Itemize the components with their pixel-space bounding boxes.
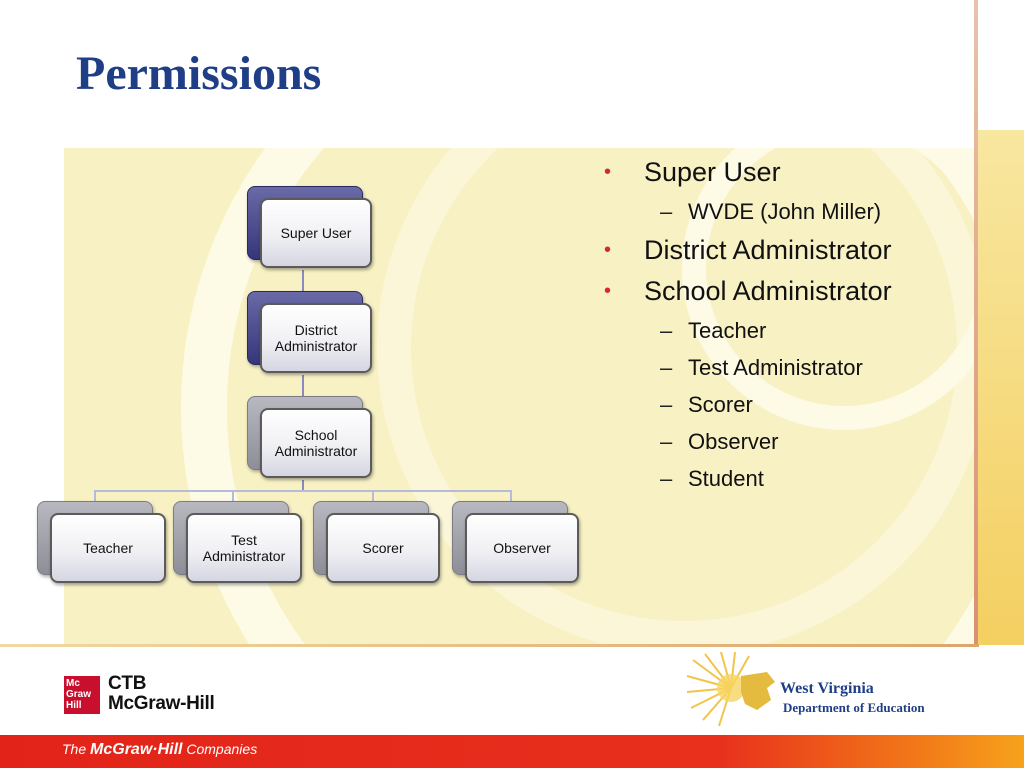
bullet-text: Super User — [644, 157, 781, 187]
org-node-label: Super User — [280, 225, 352, 241]
org-node-label: Teacher — [83, 540, 133, 556]
org-node-label: Observer — [493, 540, 551, 556]
slide-title: Permissions — [76, 47, 322, 100]
bullet-item — [604, 234, 964, 267]
org-node-observer — [465, 513, 579, 583]
tagline-text: The — [62, 741, 87, 757]
bullet-list — [604, 150, 964, 493]
wvde-logo — [683, 648, 975, 731]
org-node-label: School Administrator — [274, 427, 358, 459]
sub-bullet-item — [604, 198, 964, 226]
wordmark-line: CTB — [108, 673, 147, 694]
sub-bullet-item — [604, 317, 964, 345]
org-node-teacher — [50, 513, 166, 583]
dash-marker: – — [660, 392, 673, 417]
wv-name: West Virginia — [780, 680, 874, 697]
mcgraw-hill-tagline — [62, 741, 257, 759]
band-bottom-line — [0, 644, 979, 647]
dash-marker: – — [660, 318, 673, 343]
wordmark-line: McGraw-Hill — [108, 693, 215, 714]
bullet-text: District Administrator — [644, 235, 892, 265]
logo-text: Graw — [66, 689, 92, 700]
mcgraw-hill-logo — [64, 676, 100, 714]
sub-bullet-item — [604, 391, 964, 419]
logo-text: Mc — [66, 678, 80, 689]
sunburst-icon — [683, 648, 783, 731]
bullet-text: Observer — [688, 429, 779, 454]
bullet-marker: • — [604, 239, 612, 261]
org-node-scorer — [326, 513, 440, 583]
tagline-text: Companies — [186, 741, 258, 757]
ctb-mcgraw-hill-wordmark — [108, 674, 215, 714]
bullet-item — [604, 275, 964, 308]
bullet-text: Teacher — [688, 318, 767, 343]
bullet-text: Student — [688, 466, 764, 491]
bullet-marker: • — [604, 161, 612, 183]
org-node-district-administrator — [260, 303, 372, 373]
dash-marker: – — [660, 199, 673, 224]
org-node-label: Test Administrator — [202, 532, 286, 564]
sub-bullet-item — [604, 354, 964, 382]
sub-bullet-item — [604, 428, 964, 456]
dash-marker: – — [660, 355, 673, 380]
sub-bullet-item — [604, 465, 964, 493]
bullet-text: Scorer — [688, 392, 753, 417]
dash-marker: – — [660, 466, 673, 491]
dash-marker: – — [660, 429, 673, 454]
org-node-label: Scorer — [362, 540, 404, 556]
wv-department: Department of Education — [783, 700, 925, 715]
connector-line — [94, 490, 511, 492]
right-accent-strip — [978, 130, 1024, 645]
bullet-item — [604, 156, 964, 189]
logo-text: Hill — [66, 700, 82, 711]
right-edge-line — [974, 0, 978, 645]
bullet-text: Test Administrator — [688, 355, 863, 380]
bullet-text: WVDE (John Miller) — [688, 199, 882, 224]
tagline-brand: McGraw·Hill — [90, 741, 183, 758]
org-node-label: District Administrator — [274, 322, 358, 354]
org-node-super-user — [260, 198, 372, 268]
bullet-text: School Administrator — [644, 276, 892, 306]
org-node-school-administrator — [260, 408, 372, 478]
bullet-marker: • — [604, 280, 612, 302]
org-node-test-administrator — [186, 513, 302, 583]
